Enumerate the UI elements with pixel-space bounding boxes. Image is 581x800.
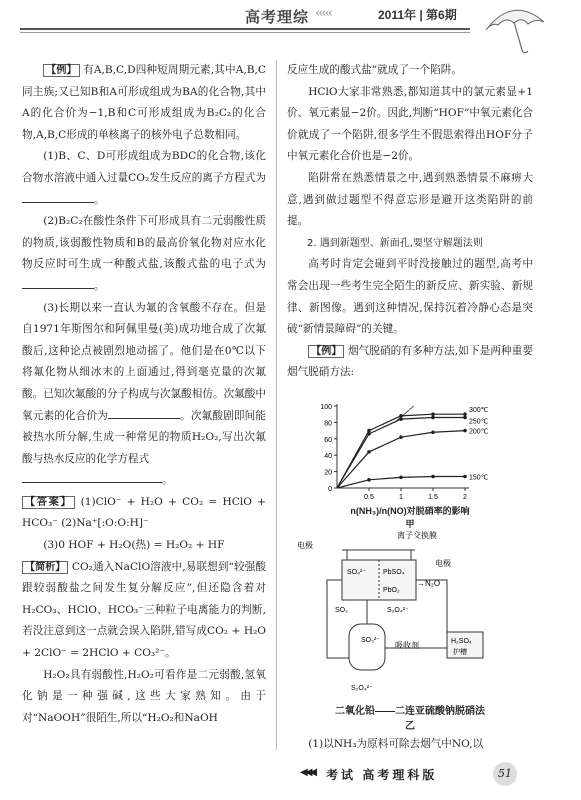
answer-blank — [22, 192, 94, 203]
right-para-2: HClO大家非常熟悉,都知道其中的氯元素显+1价、氧元素显−2价。因此,判断“HOF”中氧元素化合价就成了一个陷阱,很多学生不假思索得出HOF分子中氧元素化合价也是−2价。 — [287, 85, 533, 163]
question-1: (1)B、C、D可形成组成为BDC的化合物,该化合物水溶液中通入过量CO₂发生反应的离子方程式为 — [22, 150, 266, 184]
analysis-1: CO₂通入NaClO溶液中,易联想到“较强酸跟较弱酸盐之间发生复分解反应”,但还隐含着对H₂CO₃、HClO、HCO₃⁻三种粒子电离能力的判断,若没注意到这一点就会误入陷阱,错写成CO₂ + H₂O + 2ClO⁻ = 2HClO + CO₃²⁻。 — [22, 560, 266, 660]
figure-jia — [287, 400, 533, 529]
arrow-icons: ◀◀◀ — [300, 767, 315, 778]
chevrons-decoration: ‹‹‹‹‹ — [315, 6, 331, 21]
data-point — [463, 416, 467, 420]
analysis-2: H₂O₂具有弱酸性,H₂O₂可看作是二元弱酸,氢氧化钠是一种强碱,这些大家熟知。由于对“NaOOH”很陌生,所以“H₂O₂和NaOH — [22, 668, 266, 724]
example-tag: 【例】 — [43, 64, 79, 77]
answer-blank — [22, 472, 162, 483]
series-label: 200℃ — [469, 428, 489, 436]
figure-caption-jia: 甲 — [405, 519, 415, 529]
header-rule-thin — [20, 32, 470, 33]
label-pbo2: PbO₂ — [383, 587, 400, 594]
example-stem: 有A,B,C,D四种短周期元素,其中A,B,C同主族;又已知B和A可形成组成为BA的化合物,其中A的化合价为−1,B和C可形成组成为B₂C₂的化合物,A,B,C形成的单核离子的核外电子总数相同。 — [22, 64, 267, 141]
y-tick-label: 60 — [324, 436, 332, 444]
data-point — [367, 432, 371, 436]
label-h2so4: H₂SO₄ — [451, 638, 472, 645]
label-absorbent: 吸收剂 — [395, 641, 419, 650]
series-line — [337, 431, 465, 488]
series-label: 300℃ — [469, 407, 489, 415]
x-tick-label: 2 — [463, 494, 467, 500]
data-point — [431, 475, 435, 479]
data-point — [399, 476, 403, 480]
figure-caption-yi: 乙 — [405, 721, 415, 732]
label-electrode-right: 电极 — [435, 559, 451, 568]
right-para-4: 高考时肯定会碰到平时没接触过的题型,高考中常会出现一些考生完全陌生的新反应、新实验、新规律、新图像。遇到这种情况,保持沉着冷静心态是突破“新情景障碍”的关键。 — [287, 258, 533, 336]
label-electrode-left: 电极 — [297, 541, 313, 550]
series-label: 250℃ — [469, 418, 489, 426]
label-n2o: →N₂O — [417, 579, 441, 588]
left-column: 【例】 有A,B,C,D四种短周期元素,其中A,B,C同主族;又已知B和A可形成组成为BA的化合物,其中A的化合价为−1,B和C可形成组成为B₂C₂的化合物,A,B,C形成的单核离子的核外电子总数相同。 (1)B、C、D可形成组成为BDC的化合物,该化合物水溶液中通入过量CO₂发生反应的离子方程式为。 (2)B₂C₂在酸性条件下可形成具有二元弱酸性质的物质,该弱酸性物质和B的最高价氧化物对应水化物反应时可生成一种酸式盐,该酸式盐的电子式为。 (3)长期以来一直认为氟的含氧酸不存在。但是自1971年斯图尔和阿佩里曼(美)成功地合成了次氟酸后,这种论点被剧烈地动摇了。他们是在0℃以下将氟化物从细冰末的上面通过,得到毫克量的次氟酸。已知次氟酸的分子构成与次氯酸相仿。次氟酸中氧元素的化合价为 。次氟酸剧即间能被热水所分解,生成一种常见的物质H₂O₂,写出次氟酸与热水反应的化学方程式 。 【答案】 (1)ClO⁻ + H₂O + CO₂ = HClO + HCO₃⁻ (2)Na⁺[:O:O:H]⁻ (3)0 HOF + H₂O(热) = H₂O₂ + HF 【简析】 CO₂通入NaClO溶液中,易联想到“较强酸跟较弱酸盐之间发生复分解反应”,但还隐含着对H₂CO₃、HClO、HCO₃⁻三种粒子电离能力的判断,若没注意到这一点就会误入陷阱,错写成CO₂ + H₂O + 2ClO⁻ = 2HClO + CO₃²⁻。 H₂O₂具有弱酸性,H₂O₂可看作是二元弱酸,氢氧化钠是一种强碱,这些大家熟知。由于对“NaOOH”很陌生,所以“H₂O₂和NaOH — [22, 64, 267, 724]
analysis-tag: 【简析】 — [22, 561, 68, 574]
y-tick-label: 100 — [320, 404, 332, 411]
answer-blank — [22, 278, 94, 289]
label-slurry: 护槽 — [453, 649, 467, 656]
electrolysis-diagram — [287, 528, 533, 698]
absorber-tank — [349, 624, 385, 670]
label-so2: SO₂ — [335, 607, 348, 614]
page-number: 51 — [493, 762, 517, 786]
data-point — [431, 412, 435, 416]
label-so4: SO₄²⁻ — [347, 569, 366, 576]
right-para-6: (1)以NH₃为原料可除去烟气中NO,以 — [308, 738, 484, 750]
label-s2o4-bot: S₂O₄²⁻ — [351, 685, 373, 692]
chart-xlabel: n(NH₃)/n(NO)对脱硝率的影响 — [350, 506, 470, 516]
data-point — [367, 429, 371, 433]
x-tick-label: 1.5 — [428, 494, 438, 500]
example-tag-2: 【例】 — [308, 345, 344, 358]
data-point — [399, 417, 403, 421]
x-tick-label: 1 — [399, 494, 403, 500]
data-point — [463, 475, 467, 479]
question-3b: 。次氟酸剧即间能被热水所分解,生成一种常见的物质H₂O₂,写出次氟酸与热水反应的化学方程式 — [22, 409, 266, 465]
issue-label: 2011年 | 第6期 — [378, 8, 457, 22]
right-column — [287, 60, 533, 384]
right-column-tail — [287, 734, 533, 756]
data-point — [367, 478, 371, 482]
right-para-5: 烟气脱硝的有多种方法,如下是两种重要烟气脱硝方法: — [287, 344, 533, 379]
answer-tag: 【答案】 — [22, 496, 75, 509]
y-tick-label: 80 — [324, 420, 332, 428]
label-pbso4: PbSO₄ — [383, 569, 405, 576]
answer-3: (3)0 HOF + H₂O(热) = H₂O₂ + HF — [43, 539, 225, 552]
column-divider — [276, 60, 277, 750]
data-point — [463, 412, 467, 416]
question-3a: (3)长期以来一直认为氟的含氧酸不存在。但是自1971年斯图尔和阿佩里曼(美)成功地合成了次氟酸后,这种论点被剧烈地动摇了。他们是在0℃以下将氟化物从细冰末的上面通过,得到毫克量的次氟酸。已知次氟酸的分子构成与次氯酸相仿。次氟酸中氧元素的化合价为 — [22, 301, 266, 422]
x-tick-label: 0.5 — [364, 494, 374, 500]
journal-title: 高考理综 — [245, 9, 310, 26]
data-point — [399, 435, 403, 439]
label-membrane: 离子交换膜 — [397, 531, 437, 540]
diagram-title: 二氧化铅——二连亚硫酸钠脱硝法 — [335, 706, 485, 717]
denitration-chart — [287, 400, 533, 500]
page-header — [0, 0, 581, 42]
series-label: 150℃ — [469, 474, 489, 482]
figure-yi — [287, 528, 533, 733]
data-point — [431, 416, 435, 420]
right-para-1: 反应生成的酸式盐”就成了一个陷阱。 — [287, 64, 462, 76]
data-point — [463, 429, 467, 433]
data-point — [367, 450, 371, 454]
footer-title: 考试 高考理科版 — [326, 768, 438, 782]
y-tick-label: 40 — [324, 453, 332, 461]
data-point — [431, 430, 435, 434]
trend-arrow-line — [395, 406, 414, 422]
y-tick-label: 20 — [324, 469, 332, 477]
section-heading: 2. 遇到新题型、新面孔,要坚守解题法则 — [307, 237, 483, 249]
label-so3: SO₃²⁻ — [361, 637, 380, 644]
question-2: (2)B₂C₂在酸性条件下可形成具有二元弱酸性质的物质,该弱酸性物质和B的最高价氧化物对应水化物反应时可生成一种酸式盐,该酸式盐的电子式为 — [22, 215, 266, 271]
y-tick-label: 0 — [328, 486, 332, 493]
label-s2o4-top: S₂O₄²⁻ — [387, 607, 409, 614]
data-point — [399, 414, 403, 418]
answer-2: (2)Na⁺[:O:O:H]⁻ — [61, 517, 149, 530]
answer-1: (1)ClO⁻ + H₂O + CO₂ = HClO + HCO₃⁻ — [22, 495, 267, 530]
header-rule — [20, 28, 470, 30]
umbrella-icon — [478, 0, 548, 55]
answer-blank — [108, 408, 180, 419]
page-footer — [300, 764, 560, 788]
right-para-3: 陷阱常在熟悉情景之中,遇到熟悉情景不麻痹大意,遇到做过题型不得意忘形是避开这类陷阱的前提。 — [287, 171, 533, 228]
